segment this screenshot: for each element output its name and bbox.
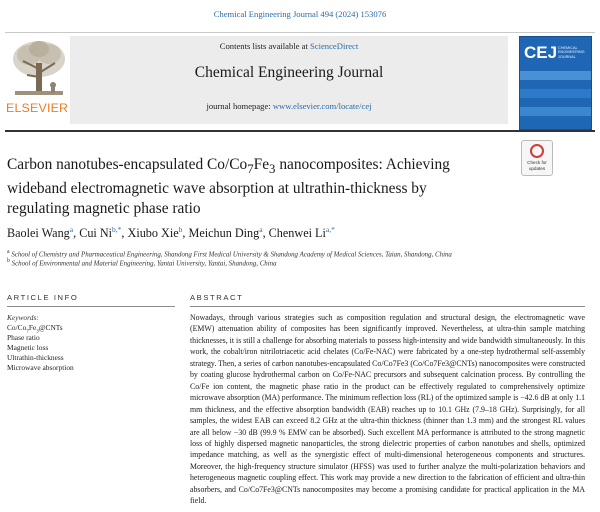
affiliation [7,249,452,258]
title-part: nanocomposites: Achieving [275,156,450,173]
affiliation-marker: a [7,249,10,255]
title-line-2: wideband electromagnetic wave absorption at ultrathin-thickness by [7,180,427,198]
title-part: Carbon nanotubes-encapsulated Co/Co [7,156,248,173]
author-affiliation-marker[interactable]: b,* [112,225,122,234]
elsevier-wordmark: ELSEVIER [6,101,69,115]
cover-abbrev: CEJ [524,43,558,62]
keyword-item[interactable]: Ultrathin-thickness [7,353,64,362]
abstract-rule [190,306,585,307]
sciencedirect-link[interactable]: ScienceDirect [310,41,359,51]
cover-band [520,107,592,116]
contents-prefix: Contents lists available at [219,41,308,51]
abstract-heading: ABSTRACT [190,293,244,302]
keyword-item[interactable]: Phase ratio [7,333,40,342]
affiliation [7,258,277,267]
author-name[interactable]: Cui Ni [79,226,113,241]
title-subscript: 7 [247,162,254,177]
badge-line-1: Check for [527,160,547,165]
keyword-item[interactable]: Microwave absorption [7,363,74,372]
author-affiliation-marker[interactable]: a [259,225,263,234]
affiliation-text: School of Environmental and Material Engineering, Yantai University, Yantai, Shandong, China [11,260,277,268]
title-line-1 [7,155,497,179]
affiliation-text: School of Chemistry and Pharmaceutical Engineering, Shandong First Medical University & Shandong Academy of Medical Sciences, Taian, Shandong, China [11,251,452,259]
title-line-3: regulating magnetic phase ratio [7,200,201,218]
journal-citation[interactable]: Chemical Engineering Journal 494 (2024) 153076 [213,9,387,19]
author-affiliation-marker[interactable]: a,* [325,225,335,234]
check-updates-label [522,160,552,171]
journal-homepage [70,101,508,111]
author-name[interactable]: Chenwei Li [268,226,326,241]
journal-cover-thumbnail[interactable] [519,36,592,130]
cover-band [520,89,592,98]
header-top-rule [5,32,595,33]
masthead-bottom-rule [5,130,595,132]
elsevier-tree-icon [5,35,73,101]
keywords-label: Keywords: [7,313,39,322]
author-affiliation-marker[interactable]: b [178,225,183,234]
homepage-link[interactable]: www.elsevier.com/locate/cej [272,101,372,111]
article-title [7,155,497,219]
check-for-updates-badge[interactable] [521,140,553,176]
affiliation-marker: b [7,258,10,264]
abstract-text: Nowadays, through various strategies such as composition regulation and structural design, the electromagnetic wave (EMW) attenuation ability of composites has been significantly improved. Nevertheless, at ultra-thin sample matching thicknesses, it is still a challenge for absorbing materials to possess high-intensity and wide bandwidth simultaneously. In this work, the cobalt/iron nitrilotriacetic acid chelates (Co/Fe-NAC) were fabricated by a one-step hydrothermal self-assembly strategy. Then, a series of carbon nanotubes-encapsulated Co/Co7Fe3 (Co/Co7Fe3@CNTs) nanocomposites were constructed by coating glucose hydrothermal carbon on Co/Fe-NAC precursors and subsequent calcination process. By controlling the Co/Fe ion content, the magnetic phase ratio in the product can be effectively regulated to comprehensively optimize microwave absorption (MA) performance. The minimum reflection loss (RL) of the optimized sample is −42.6 dB at only 1.1 mm thickness, and the effective absorption bandwidth (EAB) reaches up to 10.1 GHz (7.9–18 GHz). Surprisingly, for all samples, the widest EAB can exceed 8.2 GHz at the ultra-thin thickness (thinner than 1.3 mm) and the strongest RL values are all below −30 dB (99.9 % EMW can be absorbed). Such excellent MA performance is attributed to the strong magnetic loss of highly dispersed magnetic nanoparticles, the strong dielectric properties of carbon nanotubes and shells, optimized impedance matching, as well as the synergistic effect of multi-dimensional heterogeneous components and structures. Moreover, the high-frequency structure simulator (HFSS) was used to further analyze the multi-polarization behaviors and heterogeneous magnetic coupling effect. This work may provide a new direction to the fabrication of efficient and ultra-thin absorbers, and Co/Co7Fe3@CNTs nanocomposites may become a promising candidate for practical application in the MA field. [190,313,585,506]
title-part: Fe [253,156,270,173]
keyword-item[interactable]: Magnetic loss [7,343,49,352]
homepage-prefix: journal homepage: [206,101,271,111]
cover-band [520,71,592,80]
author-name[interactable]: Xiubo Xie [127,226,179,241]
author-list: Baolei Wang$^a$, Cui $Ni^{b,*}$, Xiubo Xie$^b$, Meichun Ding$^a$, Chenwei $Li^{a,*}$ [7,225,335,241]
article-info-heading: ARTICLE INFO [7,293,79,302]
author-name[interactable]: Meichun Ding [188,226,260,241]
author-affiliation-marker[interactable]: a [69,225,74,234]
check-updates-icon [530,144,544,158]
title-subscript: 3 [269,162,276,177]
author-name[interactable]: Baolei Wang [7,226,70,241]
contents-line [70,41,508,51]
journal-title[interactable]: Chemical Engineering Journal [194,64,384,81]
badge-line-2: updates [528,165,546,171]
keyword-item[interactable]: $Co/Co_7Fe_3@CNTs$ [7,323,63,335]
cover-journal-name: CHEMICAL ENGINEERING JOURNAL [558,46,585,59]
article-info-rule [7,306,175,307]
